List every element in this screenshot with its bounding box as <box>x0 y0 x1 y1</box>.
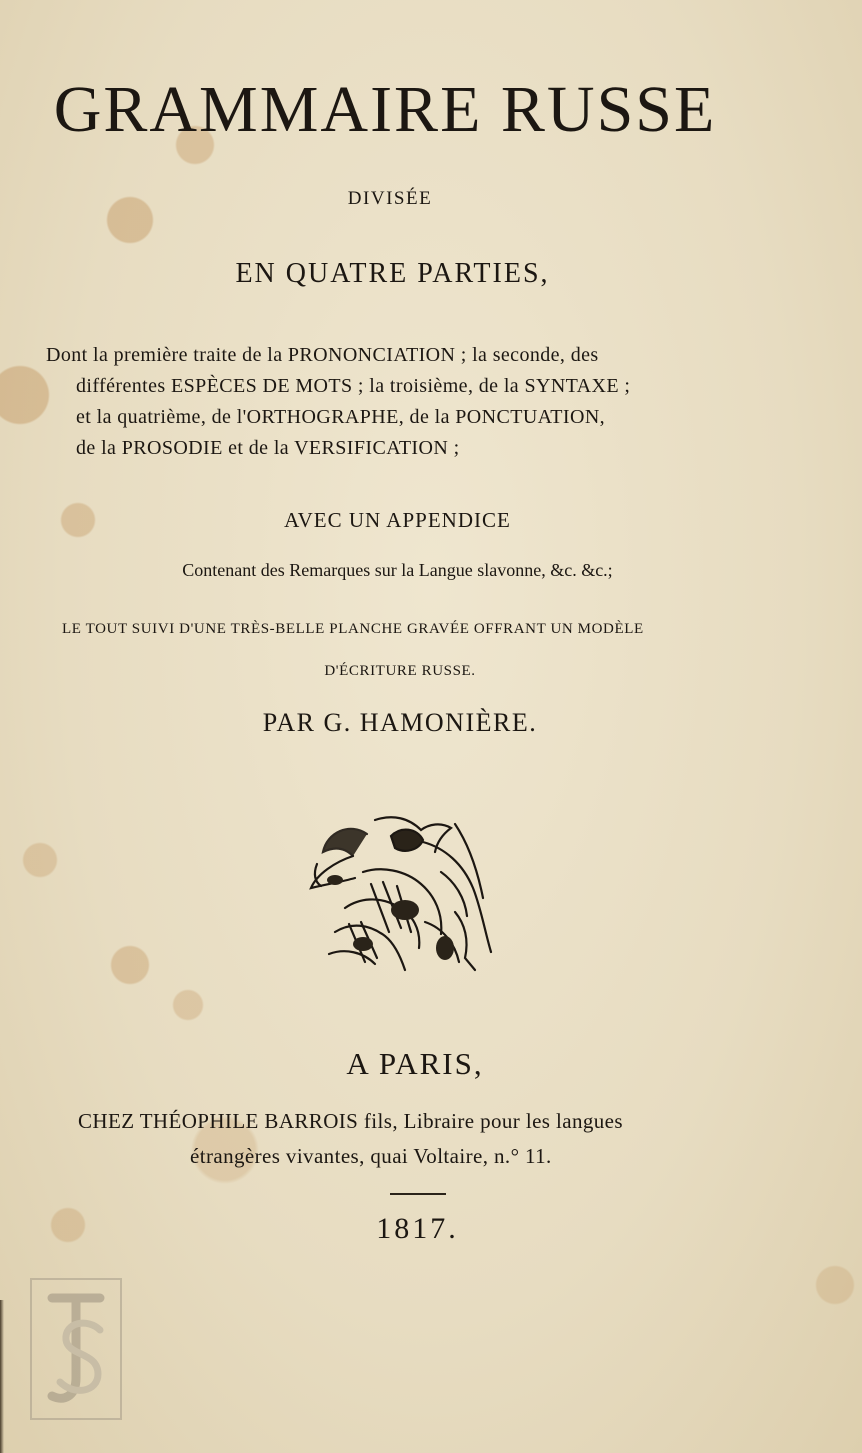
appendix-heading: AVEC UN APPENDICE <box>284 508 511 532</box>
publisher-line-2: étrangères vivantes, quai Voltaire, n.° 11. <box>190 1144 552 1168</box>
engraved-angel-vignette-icon <box>305 812 505 977</box>
imprint-city: A PARIS, <box>346 1046 484 1081</box>
book-title: GRAMMAIRE RUSSE <box>53 73 717 146</box>
library-monogram-watermark-icon <box>30 1278 122 1420</box>
appendix-contents: Contenant des Remarques sur la Langue slavonne, &c. &c.; <box>182 560 613 580</box>
publisher-line-1: CHEZ THÉOPHILE BARROIS fils, Libraire pour les langues <box>78 1109 623 1133</box>
description-line-1: Dont la première traite de la PRONONCIATION ; la seconde, des <box>46 344 599 366</box>
publication-year: 1817. <box>376 1212 459 1245</box>
author-line: PAR G. HAMONIÈRE. <box>262 708 538 737</box>
imprint-divider <box>390 1193 446 1195</box>
contents-description <box>46 340 751 464</box>
plate-note-line-1: LE TOUT SUIVI D'UNE TRÈS-BELLE PLANCHE GRAVÉE OFFRANT UN MODÈLE <box>62 621 644 637</box>
description-line-2: différentes ESPÈCES DE MOTS ; la troisième, de la SYNTAXE ; <box>76 375 631 397</box>
page-edge <box>0 1300 4 1453</box>
plate-note-line-2: D'ÉCRITURE RUSSE. <box>324 663 476 679</box>
subtitle-divided: DIVISÉE <box>347 188 433 209</box>
imprint-publisher <box>78 1104 768 1174</box>
description-line-4: de la PROSODIE et de la VERSIFICATION ; <box>76 437 460 459</box>
subtitle-parts: EN QUATRE PARTIES, <box>235 258 550 289</box>
description-line-3: et la quatrième, de l'ORTHOGRAPHE, de la PONCTUATION, <box>76 406 606 428</box>
